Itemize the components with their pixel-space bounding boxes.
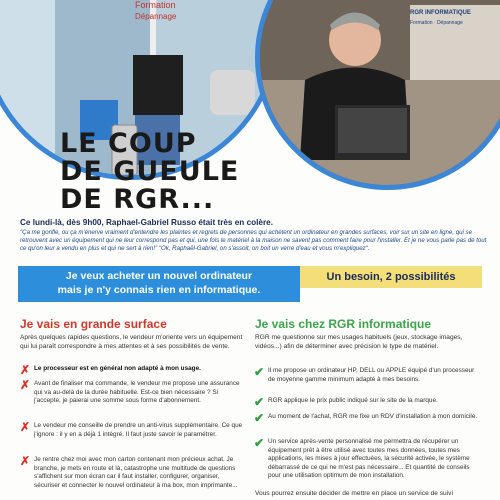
cross-icon: ✗	[20, 420, 31, 434]
item-text: Au moment de l'achat, RGR me fixe un RDV d'installation à mon domicile.	[268, 413, 478, 420]
check-icon: ✔	[254, 411, 265, 425]
possibilities-tag: Un besoin, 2 possibilités	[300, 266, 482, 288]
cross-icon: ✗	[20, 378, 31, 392]
item-text: RGR applique le prix public indiqué sur le site de la marque.	[268, 397, 438, 404]
banner-line: mais je n'y connais rien en informatique.	[57, 284, 261, 296]
cross-icon: ✗	[20, 363, 31, 377]
list-item	[20, 454, 246, 490]
right-column-title: Je vais chez RGR informatique	[255, 317, 432, 331]
list-item	[254, 365, 480, 384]
item-text: Il me propose un ordinateur HP, DELL ou APPLE équipé d'un processeur de moyenne gamme minimum adapté à mes besoins.	[268, 367, 475, 383]
list-item	[254, 436, 480, 481]
headline-line: DE GUEULE	[60, 156, 240, 187]
intro-quote: "Ça me gonfle, ou ça m'énerve vraiment d'entendre les plaintes et regrets de personnes qui achètent un ordinateur en grandes surfaces, voir sur un site en ligne, qui se retrouvent avec un équipement qui ne leur correspond pas et qui, une fois le matériel à la maison ne savent pas comment faire pour l'installer. Et je ne vous parle pas de tout ce qu'on leur a vendu en plus et qui ne sert à rien!" "Ok, Raphaël-Gabriel, on s'assoit, on boit un verre d'eau et vous m'expliquez".	[20, 229, 487, 253]
left-column-intro: Après quelques rapides questions, le vendeur m'oriente vers un équipement qui lui paraît correspondre à mes attentes et à ses possibilités de vente.	[20, 334, 243, 350]
list-item	[20, 420, 246, 439]
right-column-footer: Vous pourrez ensuite décider de mettre en place un service de suivi	[255, 490, 453, 497]
right-column-intro: RGR me questionne sur mes usages habituels (jeux, stockage images, vidéos...) afin de déterminer avec précision le type de matériel.	[255, 334, 463, 350]
item-text: Le processeur est en général non adapté à mon usage.	[34, 365, 201, 372]
list-item	[254, 411, 480, 425]
question-banner	[18, 266, 300, 302]
shop-sign-line: Formation · Dépannage	[410, 20, 463, 26]
list-item	[20, 363, 246, 377]
list-item	[254, 395, 480, 409]
technician-photo	[255, 0, 500, 190]
check-icon: ✔	[254, 436, 265, 450]
item-text: Le vendeur me conseille de prendre un anti-virus supplémentaire. Ce que j'ignore : il y en a déjà 1 intégré. Il faut juste savoir le paramétrer.	[34, 422, 243, 438]
intro-lead: Ce lundi-là, dès 9h00, Raphael-Gabriel Russo était très en colère.	[20, 218, 273, 227]
headline-line: LE COUP	[60, 128, 197, 159]
check-icon: ✔	[254, 395, 265, 409]
item-text: Avant de finaliser ma commande, le vendeur me propose une assurance qui va au-delà de la durée habituelle. Est-ce bien nécessaire ? Si j'accepte, je paierai une somme sous forme d'abonnement.	[34, 380, 240, 404]
left-column-title: Je vais en grande surface	[20, 317, 167, 331]
headline	[60, 130, 260, 214]
shop-sign-line: Dépannage	[135, 12, 177, 21]
shop-sign-line: RGR INFORMATIQUE	[410, 10, 471, 16]
item-text: Un service après-vente personnalisé me permettra de récupérer un équipement prêt à être utilisé avec toutes mes données, toutes mes applications, les mises à jour effectuées, la sécurité activée, le système débarrassé de ce qui ne m'est pas nécessaire... Et quantité de conseils pour une utilisation optimum de mon installation.	[268, 438, 470, 479]
banner-line: Je veux acheter un nouvel ordinateur	[65, 270, 253, 282]
shop-sign-line: Formation	[135, 0, 176, 10]
item-text: Je rentre chez moi avec mon carton contenant mon précieux achat. Je branche, je mets en route et là, catastrophe une multitude de questions s'affichent sur mon écran car il faut installer, configurer, organiser, sécuriser et connecter le nouvel ordinateur à ma box, mon imprimante...	[34, 456, 238, 489]
list-item	[20, 378, 246, 406]
headline-line: DE RGR...	[60, 184, 215, 215]
check-icon: ✔	[254, 365, 265, 379]
cross-icon: ✗	[20, 454, 31, 468]
